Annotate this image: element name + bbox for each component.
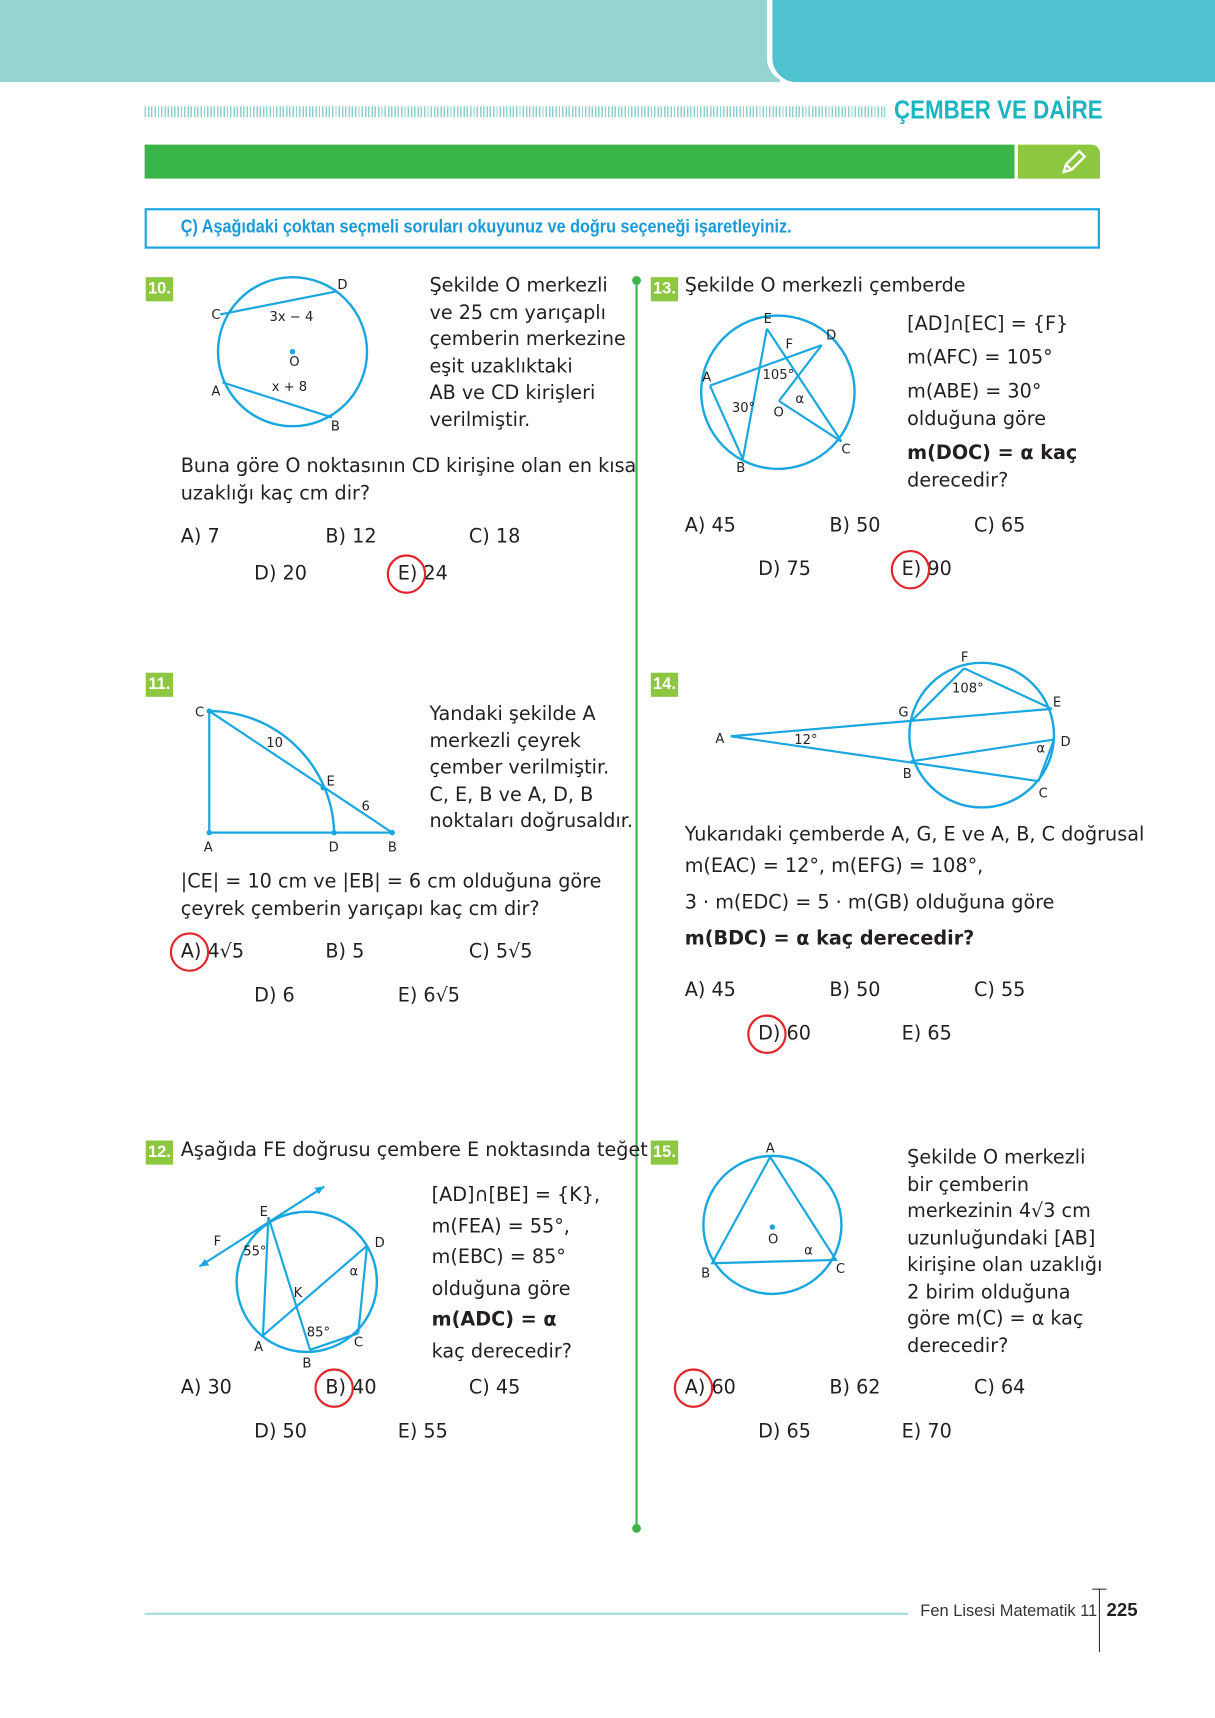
figure-label: A: [254, 1339, 264, 1355]
footer-book-title: Fen Lisesi Matematik 11: [920, 1601, 1098, 1621]
q15-text: Şekilde O merkezli bir çemberin merkezinin 4√3 cm uzunluğundaki [AB] kirişine olan uzaklığı 2 birim olduğuna göre m(C) = α kaç derecedir?: [907, 1147, 1103, 1357]
q13-option-e[interactable]: E) 90: [901, 558, 952, 581]
figure-label: D: [337, 278, 348, 294]
figure-label: F: [213, 1234, 222, 1250]
label: C: [211, 307, 221, 323]
figure-label: 55°: [243, 1244, 267, 1260]
figure-label: 85°: [306, 1325, 331, 1341]
q12-option-b[interactable]: B) 40: [325, 1377, 377, 1400]
figure-label: O: [773, 405, 784, 421]
divider-dot-bottom: [632, 1524, 641, 1533]
instruction-text: Ç) Aşağıdaki çoktan seçmeli soruları okuyunuz ve doğru seçeneği işaretleyiniz.: [180, 215, 792, 237]
figure-label: 12°: [794, 732, 818, 748]
figure-label: α: [1036, 741, 1046, 757]
q12-title: Aşağıda FE doğrusu çembere E noktasında teğet: [180, 1139, 648, 1162]
figure-label: B: [736, 461, 746, 477]
q10-text: Şekilde O merkezli ve 25 cm yarıçaplı çemberin merkezine eşit uzaklıktaki AB ve CD kirişleri verilmiştir.: [429, 274, 626, 432]
figure-label: α: [804, 1243, 813, 1259]
answer-mark: [314, 1368, 353, 1407]
figure-label: D: [1060, 735, 1071, 751]
figure-label: B: [701, 1266, 711, 1282]
q12-text: [AD]∩[BE] = {K}, m(FEA) = 55°, m(EBC) = 85° olduğuna göre m(ADC) = α kaç derecedir?: [431, 1184, 601, 1363]
q12-option-e[interactable]: E) 55: [397, 1420, 448, 1443]
figure-label: F: [785, 337, 794, 353]
figure-label: E: [326, 774, 335, 790]
q14-option-e[interactable]: E) 65: [901, 1023, 952, 1046]
question-number: 12.: [146, 1141, 173, 1165]
q15-option-b[interactable]: B) 62: [829, 1377, 881, 1400]
q10-option-a[interactable]: A) 7: [180, 525, 220, 548]
q12-option-c[interactable]: C) 45: [468, 1377, 521, 1400]
q11-option-c[interactable]: C) 5√5: [468, 941, 533, 964]
figure-label: C: [841, 442, 851, 458]
figure-label: G: [898, 705, 909, 721]
figure-label: O: [768, 1232, 779, 1248]
q14-text: Yukarıdaki çemberde A, G, E ve A, B, C doğrusal m(EAC) = 12°, m(EFG) = 108°, 3 · m(EDC) = 5 · m(GB) olduğuna göre m(BDC) = α kaç derecedir?: [684, 823, 1145, 950]
figure-label: α: [795, 392, 805, 408]
q14-option-d[interactable]: D) 60: [758, 1023, 811, 1046]
q13-option-a[interactable]: A) 45: [684, 514, 736, 537]
figure-label: 3x − 4: [269, 310, 314, 326]
question-number: 14.: [651, 673, 678, 697]
q10-option-b[interactable]: B) 12: [325, 525, 377, 548]
figure-label: E: [259, 1205, 268, 1221]
q13-text: [AD]∩[EC] = {F} m(AFC) = 105° m(ABE) = 30° olduğuna göre m(DOC) = α kaç derecedir?: [907, 313, 1078, 492]
figure-label: E: [763, 312, 772, 328]
q10-option-e[interactable]: E) 24: [397, 563, 448, 586]
q13-option-b[interactable]: B) 50: [829, 514, 881, 537]
figure-label: E: [1052, 695, 1062, 711]
figure-label: C: [1038, 786, 1048, 802]
q15-option-c[interactable]: C) 64: [973, 1377, 1026, 1400]
q13-title: Şekilde O merkezli çemberde: [684, 274, 966, 297]
figure-label: O: [289, 354, 300, 370]
figure-label: K: [293, 1286, 303, 1302]
page-number: 225: [1106, 1599, 1138, 1621]
q11-option-a[interactable]: A) 4√5: [180, 941, 245, 964]
figure-label: 108°: [952, 681, 984, 697]
figure-label: C: [353, 1335, 364, 1351]
q13-option-d[interactable]: D) 75: [758, 558, 811, 581]
figure-label: A: [211, 384, 221, 400]
figure-label: C: [195, 705, 205, 721]
q12-option-d[interactable]: D) 50: [254, 1420, 307, 1443]
answer-mark: [674, 1368, 713, 1407]
figure-label: x + 8: [271, 380, 308, 396]
question-number: 11.: [146, 673, 173, 697]
q11-option-b[interactable]: B) 5: [325, 941, 365, 964]
q11-text: Yandaki şekilde A merkezli çeyrek çember verilmiştir. C, E, B ve A, D, B noktaları doğrusaldır.: [429, 703, 633, 833]
figure-label: 30°: [731, 400, 756, 416]
chapter-title: ÇEMBER VE DAİRE: [894, 95, 1103, 125]
figure-label: B: [302, 1356, 312, 1372]
figure-label: D: [328, 840, 339, 856]
footer-line: [145, 1613, 909, 1615]
q15-option-d[interactable]: D) 65: [758, 1420, 811, 1443]
q10-question: Buna göre O noktasının CD kirişine olan en kısa uzaklığı kaç cm dir?: [180, 455, 637, 505]
footer-divider-cap: [1092, 1589, 1106, 1590]
q14-option-a[interactable]: A) 45: [684, 979, 736, 1002]
figure-label: α: [349, 1264, 359, 1280]
q13-option-c[interactable]: C) 65: [973, 514, 1026, 537]
figure-label: B: [902, 766, 912, 782]
question-number: 13.: [651, 277, 678, 301]
q11-option-d[interactable]: D) 6: [254, 984, 295, 1007]
q11-option-e[interactable]: E) 6√5: [397, 984, 461, 1007]
q15-option-a[interactable]: A) 60: [684, 1377, 736, 1400]
figure-label: A: [203, 840, 213, 856]
figure-label: A: [715, 731, 725, 747]
figure-label: C: [835, 1262, 846, 1278]
figure-label: 6: [361, 799, 370, 815]
q14-option-b[interactable]: B) 50: [829, 979, 881, 1002]
q12-option-a[interactable]: A) 30: [180, 1377, 232, 1400]
figure-label: 105°: [762, 368, 795, 384]
figure-label: D: [374, 1235, 385, 1251]
figure-label: D: [826, 328, 837, 344]
question-number: 10.: [146, 277, 173, 301]
q15-option-e[interactable]: E) 70: [901, 1420, 952, 1443]
q10-option-d[interactable]: D) 20: [254, 563, 307, 586]
figure-label: F: [960, 650, 969, 666]
q11-question: |CE| = 10 cm ve |EB| = 6 cm olduğuna göre çeyrek çemberin yarıçapı kaç cm dir?: [180, 871, 602, 920]
figure-label: A: [702, 370, 712, 386]
figure-label: 10: [266, 736, 283, 752]
q10-option-c[interactable]: C) 18: [468, 525, 521, 548]
q14-option-c[interactable]: C) 55: [973, 979, 1026, 1002]
figure-label: B: [330, 419, 340, 435]
footer-divider: [1099, 1589, 1100, 1653]
figure-label: A: [765, 1141, 775, 1157]
question-number: 15.: [651, 1141, 678, 1165]
figure-label: B: [387, 840, 397, 856]
